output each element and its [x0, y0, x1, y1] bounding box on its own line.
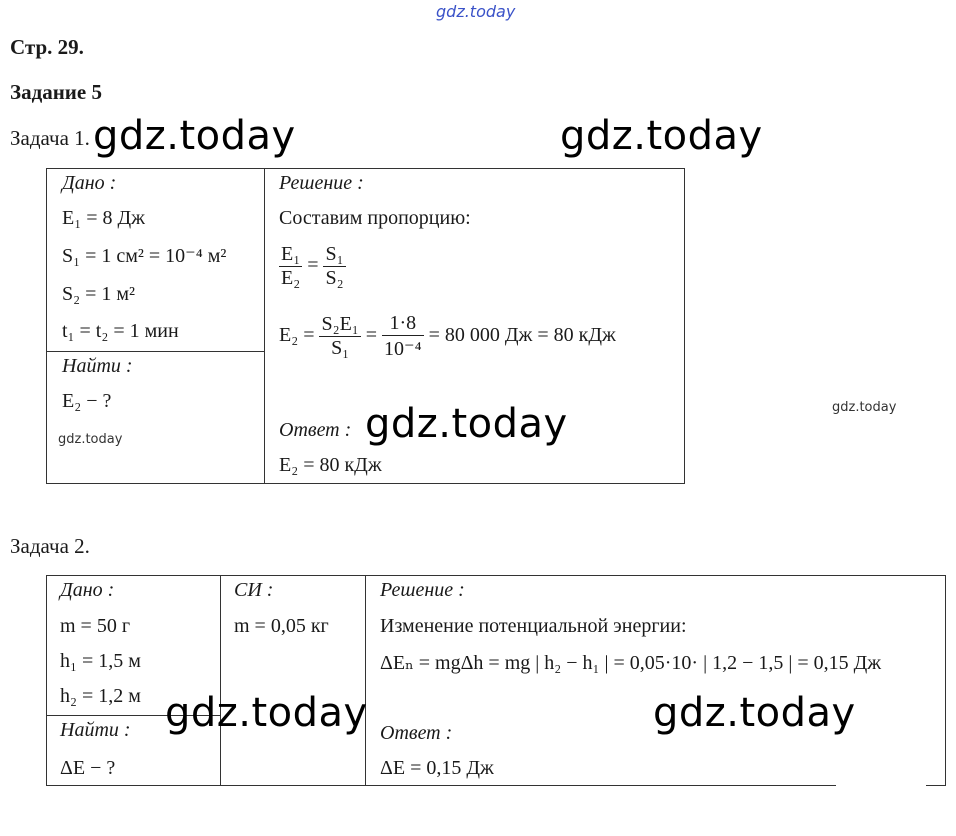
- problem2-answer-label: Ответ :: [380, 722, 453, 744]
- watermark-big-4: gdz.today: [165, 690, 368, 736]
- problem1-given-label: Дано :: [62, 172, 117, 194]
- problem1-given-t: t₁ = t₂ = 1 мин: [62, 320, 179, 342]
- problem2-find-label: Найти :: [60, 719, 131, 741]
- problem1-calculation: E₂ = $\frac{\text{S₂E₁}}{\text{S₁}}$ = $\frac{1\cdot 8}{\text{10⁻⁴}}$ = 80 000 Дж = 80 кДж: [279, 312, 616, 360]
- watermark-small-2: gdz.today: [58, 432, 123, 447]
- problem2-formula: ΔEₙ = mgΔh = mg | h₂ − h₁ | = 0,05·10· | 1,2 − 1,5 | = 0,15 Дж: [380, 652, 882, 674]
- watermark-big-1: gdz.today: [93, 113, 296, 159]
- watermark-top: gdz.today: [436, 2, 516, 21]
- problem2-si: m = 0,05 кг: [234, 615, 329, 637]
- problem1-find-label: Найти :: [62, 355, 133, 377]
- problem2-title: Задача 2.: [10, 534, 90, 558]
- problem1-title: Задача 1.: [10, 126, 90, 150]
- problem1-given-s1: S₁ = 1 см² = 10⁻⁴ м²: [62, 245, 227, 267]
- watermark-big-2: gdz.today: [560, 113, 763, 159]
- problem1-answer: E₂ = 80 кДж: [279, 454, 382, 476]
- problem1-proportion: $\frac{\text{E₁}}{\text{E₂}}$ = $\frac{\text{S₁}}{\text{S₂}}$: [281, 243, 344, 289]
- problem1-answer-label: Ответ :: [279, 419, 352, 441]
- watermark-big-3: gdz.today: [365, 401, 568, 447]
- problem1-find: E₂ − ?: [62, 390, 112, 412]
- problem2-find: ΔE − ?: [60, 757, 116, 779]
- page-number-heading: Стр. 29.: [10, 35, 84, 59]
- watermark-big-5: gdz.today: [653, 690, 856, 736]
- problem2-answer: ΔE = 0,15 Дж: [380, 757, 494, 779]
- problem2-solution-intro: Изменение потенциальной энергии:: [380, 615, 687, 637]
- problem1-solution-label: Решение :: [279, 172, 364, 194]
- problem2-given-h2: h₂ = 1,2 м: [60, 685, 141, 707]
- problem1-given-s2: S₂ = 1 м²: [62, 283, 136, 305]
- problem2-si-label: СИ :: [234, 579, 274, 601]
- watermark-small-1: gdz.today: [832, 400, 897, 415]
- task-heading: Задание 5: [10, 80, 102, 104]
- problem2-given-m: m = 50 г: [60, 615, 131, 637]
- problem1-solution-intro: Составим пропорцию:: [279, 207, 471, 229]
- problem2-solution-label: Решение :: [380, 579, 465, 601]
- problem1-given-e1: E₁ = 8 Дж: [62, 207, 145, 229]
- problem2-given-h1: h₁ = 1,5 м: [60, 650, 141, 672]
- problem2-given-label: Дано :: [60, 579, 115, 601]
